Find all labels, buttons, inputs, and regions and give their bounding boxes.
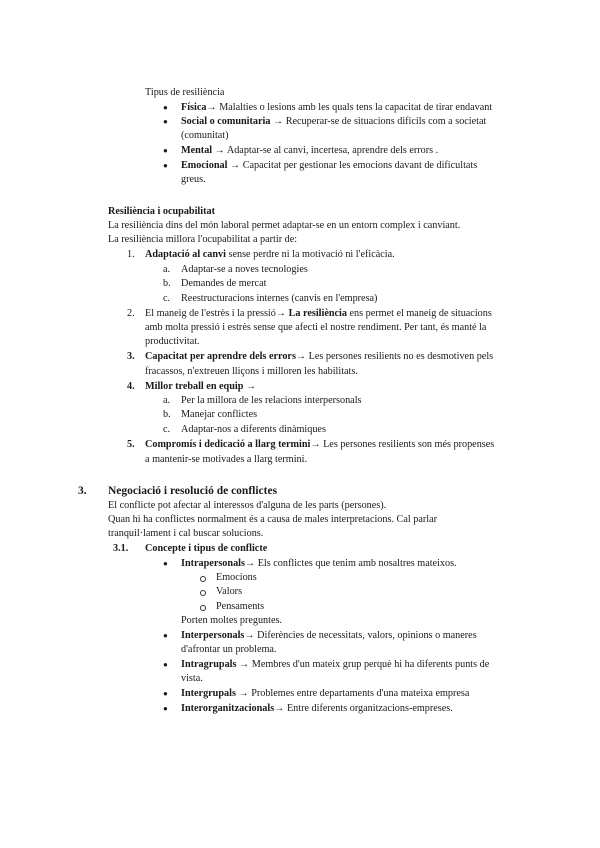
employability-item-5-cont: a mantenir-se motivades a llarg termini. [145, 454, 307, 465]
list-number: 2. [127, 308, 135, 319]
section-paragraph-2: Quan hi ha conflictes normalment és a causa de males interpretacions. Cal parlar [108, 514, 437, 525]
conflict-interpersonals: Interpersonals→ Diferències de necessitats, valors, opinions o maneres [181, 630, 477, 641]
employability-item-3-cont: fracassos, n'extreuen lliçons i milloren les habilitats. [145, 366, 358, 377]
sub-letter: a. [163, 395, 171, 406]
list-number: 3. [127, 351, 135, 362]
sub-item: Adaptar-se a noves tecnologies [181, 264, 308, 275]
employability-item-3: Capacitat per aprendre dels errors→ Les persones resilients no es desmotiven pels [145, 351, 494, 362]
sub-item: Demandes de mercat [181, 278, 267, 289]
bullet-icon: ● [163, 660, 168, 669]
sub-letter: c. [163, 424, 171, 435]
employability-heading: Resiliència i ocupabilitat [108, 206, 215, 217]
conflict-intragrupals-cont: vista. [181, 673, 203, 684]
circle-item: Pensaments [216, 601, 265, 612]
employability-item-5: Compromís i dedicació a llarg termini→ Les persones resilients son més propenses [145, 439, 495, 450]
list-number: 4. [127, 381, 135, 392]
sub-letter: a. [163, 264, 171, 275]
types-heading: Tipus de resiliència [145, 87, 225, 98]
circle-bullet-icon [200, 576, 206, 582]
section-paragraph-1: El conflicte pot afectar al interessos d'alguna de les parts (persones). [108, 500, 387, 511]
employability-item-4: Millor treball en equip → [145, 381, 257, 392]
employability-item-1: Adaptació al canvi sense perdre ni la motivació ni l'eficàcia. [145, 249, 395, 260]
conflict-interorganitzacionals: Interorganitzacionals→ Entre diferents organitzacions-empreses. [181, 703, 453, 714]
sub-item: Manejar conflictes [181, 409, 258, 420]
sub-letter: c. [163, 293, 171, 304]
bullet-icon: ● [163, 117, 168, 126]
employability-line2: La resiliència millora l'ocupabilitat a partir de: [108, 234, 298, 245]
bullet-icon: ● [163, 631, 168, 640]
employability-item-2-cont1: amb molta pressió i estrès sense que afecti el nostre rendiment. Per tant, és manté la [145, 322, 487, 333]
sub-item: Reestructuracions internes (canvis en l'empresa) [181, 293, 378, 304]
conflict-intragrupals: Intragrupals → Membres d'un mateix grup perquè hi ha diferents punts de [181, 659, 490, 670]
sub-item: Per la millora de les relacions interpersonals [181, 395, 362, 406]
employability-line1: La resiliència dins del món laboral permet adaptar-se en un entorn complex i canviant. [108, 220, 461, 231]
subsection-number: 3.1. [113, 543, 129, 554]
type-item-emocional: Emocional → Capacitat per gestionar les emocions davant de dificultats [181, 160, 478, 171]
employability-item-2: El maneig de l'estrès i la pressió→ La resiliència ens permet el maneig de situacions [145, 308, 492, 319]
bullet-icon: ● [163, 161, 168, 170]
type-item-social: Social o comunitaria → Recuperar-se de situacions difícils com a societat [181, 116, 487, 127]
sub-letter: b. [163, 278, 171, 289]
sub-item: Adaptar-nos a diferents dinàmiques [181, 424, 326, 435]
type-item-fisica: Física→ Malalties o lesions amb les quals tens la capacitat de tirar endavant [181, 102, 493, 113]
list-number: 1. [127, 249, 135, 260]
circle-bullet-icon [200, 605, 206, 611]
type-item-social-cont: (comunitat) [181, 130, 229, 141]
conflict-intergrupals: Intergrupals → Problemes entre departaments d'una mateixa empresa [181, 688, 470, 699]
type-item-emocional-cont: greus. [181, 174, 206, 185]
bullet-icon: ● [163, 559, 168, 568]
conflict-intrapersonals: Intrapersonals→ Els conflictes que tenim amb nosaltres mateixos. [181, 558, 457, 569]
type-item-mental: Mental → Adaptar-se al canvi, incertesa, aprendre dels errors . [181, 145, 439, 156]
sub-letter: b. [163, 409, 171, 420]
section-title: Negociació i resolució de conflictes [108, 485, 278, 497]
circle-bullet-icon [200, 590, 206, 596]
bullet-icon: ● [163, 704, 168, 713]
circle-item: Emocions [216, 572, 257, 583]
bullet-icon: ● [163, 146, 168, 155]
circle-item: Valors [216, 586, 243, 597]
section-number: 3. [78, 485, 87, 497]
bullet-icon: ● [163, 103, 168, 112]
conflict-note: Porten moltes preguntes. [181, 615, 283, 626]
employability-item-2-cont2: productivitat. [145, 336, 200, 347]
bullet-icon: ● [163, 689, 168, 698]
conflict-interpersonals-cont: d'afrontar un problema. [181, 644, 277, 655]
section-paragraph-3: tranquil·lament i cal buscar solucions. [108, 528, 264, 539]
subsection-title: Concepte i tipus de conflicte [145, 543, 268, 554]
list-number: 5. [127, 439, 135, 450]
